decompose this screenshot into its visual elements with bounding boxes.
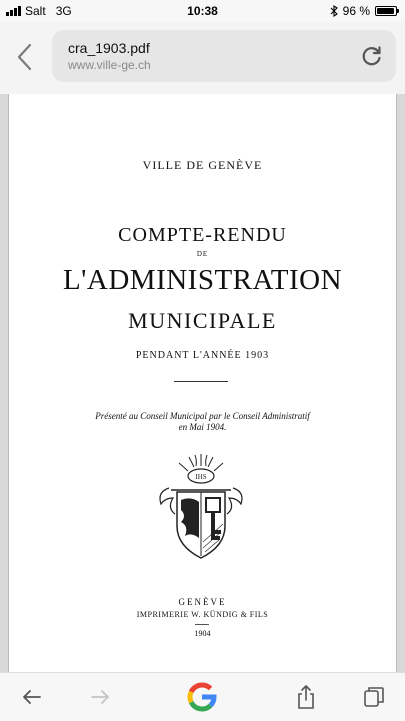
small-divider (195, 624, 209, 625)
bluetooth-icon (330, 5, 338, 17)
doc-city: VILLE DE GENÈVE (142, 158, 263, 172)
carrier-label: Salt (25, 4, 46, 18)
coat-of-arms-icon (151, 452, 251, 562)
page-title: cra_1903.pdf (68, 40, 150, 56)
forward-arrow-icon[interactable] (86, 683, 114, 711)
google-icon[interactable] (186, 681, 218, 713)
network-label: 3G (55, 4, 72, 18)
page-url: www.ville-ge.ch (68, 58, 151, 72)
battery-icon (375, 6, 397, 16)
divider (174, 381, 228, 382)
doc-presented-line1: Présenté au Conseil Municipal par le Conseil Administratif (95, 411, 310, 421)
address-bar[interactable] (52, 30, 396, 82)
bottom-toolbar (0, 672, 405, 721)
share-icon[interactable] (292, 683, 320, 711)
doc-year-line: PENDANT L'ANNÉE 1903 (135, 350, 270, 361)
doc-subtitle: MUNICIPALE (128, 308, 277, 333)
doc-printer: IMPRIMERIE W. KÜNDIG & FILS (136, 610, 269, 619)
pdf-viewer[interactable] (0, 94, 405, 672)
doc-heading: COMPTE-RENDU (118, 224, 287, 246)
back-chevron-icon[interactable] (10, 40, 40, 74)
doc-print-year: 1904 (194, 629, 211, 638)
svg-text:IHS: IHS (195, 473, 207, 481)
battery-percent: 96 % (342, 4, 370, 18)
doc-presented-line2: en Mai 1904. (178, 422, 227, 432)
doc-de: DE (196, 250, 209, 258)
status-bar (0, 0, 405, 22)
status-right (330, 4, 397, 18)
back-arrow-icon[interactable] (18, 683, 46, 711)
browser-nav (0, 22, 405, 94)
doc-title: L'ADMINISTRATION (62, 264, 343, 296)
reload-icon[interactable] (360, 44, 384, 68)
status-time: 10:38 (187, 4, 218, 18)
tabs-icon[interactable] (360, 683, 388, 711)
pdf-page (8, 94, 397, 672)
doc-place: GENÈVE (178, 597, 227, 607)
